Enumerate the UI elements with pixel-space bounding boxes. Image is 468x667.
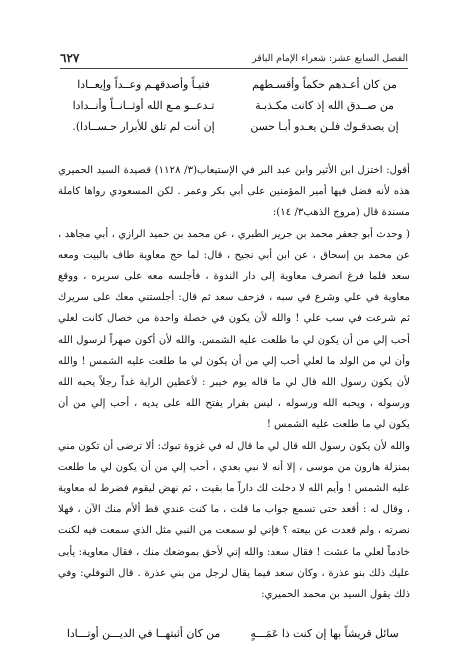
verse-second-hemistich: تـدعــو مـع الله أوثــانــاً وأنــدادا bbox=[72, 99, 215, 112]
header-divider bbox=[60, 68, 408, 69]
verse-line bbox=[60, 116, 408, 137]
verse-first-hemistich: سائل قريشاً بها إن كنت ذا عَمَـــهٍ bbox=[250, 627, 399, 640]
paragraph: والله لأن يكون رسول الله قال لي ما قال له في غزوة تبوك: ألا ترضى أن تكون مني بمنزلة هارون من موسى ، إلا أنه لا نبي بعدي ، أحب إلي من أن يكون لي ما طلعت عليه الشمس ! وأيم الله لا دخلت لك داراً ما بقيت ، ثم نهض ليقوم فضرط له معاوية ، وقال له : أقعد حتى تسمع جواب ما قلت ، ما كنت عندي قط ألأم منك الآن ، فهلا نصرته ، ولم قعدت عن بيعته ؟ فإني لو سمعت من النبي مثل الذي سمعت فيه لكنت خادماً لعلي ما عشت ! فقال سعد: والله إني لأحق بموضعك منك ، فقال معاوية: يأبى عليك ذلك بنو عذرة ، وكان سعد فيما يقال لرجل من بني عذرة . قال النوفلي: وفي ذلك يقول السيد بن محمد الحميري: bbox=[58, 440, 410, 601]
chapter-title: الفصل السابع عشر: شعراء الإمام الباقر bbox=[252, 52, 408, 64]
verse-second-hemistich: من كان أثبتهــا في الديـــن أوتـــادا bbox=[66, 627, 221, 640]
body-text bbox=[58, 160, 410, 605]
paragraph: أقول: اختزل ابن الأثير وابن عبد البر في الإستيعاب(٣/ ١١٢٨) قصيدة السيد الحميري هذه لأنه فضل فيها أمير المؤمنين على أبي بكر وعمر . لكن المسعودي رواها كاملة مسندة قال (مروج الذهب٣/ ١٤): bbox=[58, 165, 411, 219]
verse-second-hemistich: فتيـاً وأصدقهـم وعــداً وإيعــادا bbox=[77, 78, 210, 91]
poem-verses bbox=[60, 74, 408, 137]
verse-line bbox=[60, 74, 408, 95]
paragraph: ( وحدث أبو جعفر محمد بن جرير الطبري ، عن محمد بن حميد الرازي ، أبي مجاهد ، عن محمد بن إسحاق ، عن ابن أبي نجيح ، قال: لما حج معاوية طاف بالبيت ومعه سعد فلما فرغ انصرف معاوية إلى دار الندوة ، فأجلسه معه على سريره ، ووقع معاوية في علي وشرع في سبه ، فزحف سعد ثم قال: أجلستني معك على سريرك ثم شرعت في سب علي ! والله لأن يكون في خصلة واحدة من خصال كانت لعلي أحب إلي من أن يكون لي ما طلعت عليه الشمس. والله لأن أكون صهراً لرسول الله وأن لي من الولد ما لعلي أحب إلي من أن يكون لي ما طلعت عليه الشمس ! والله لأن يكون رسول الله قال لي ما قاله يوم خيبر : لأعطين الراية غداً رجلاً يحبه الله ورسوله ، ويحبه الله ورسوله ، ليس بفرار يفتح الله على يديه ، أحب إلي من أن يكون لي ما طلعت عليه الشمس ! bbox=[58, 228, 410, 431]
verse-first-hemistich: من صــدق الله إذ كانت مكـذبـة bbox=[255, 99, 394, 112]
page-header bbox=[60, 50, 408, 66]
verse-line bbox=[60, 95, 408, 116]
verse-first-hemistich: إن يصدقـوك فلـن يعـدو أبـا حسن bbox=[250, 120, 399, 133]
verse-first-hemistich: من كان أعـدهم حكماً وأقسـطهم bbox=[252, 78, 397, 91]
closing-verse bbox=[60, 627, 408, 640]
verse-second-hemistich: إن أنت لم تلق للأبرار حـســادا). bbox=[72, 120, 215, 133]
page-number: ٦٢٧ bbox=[60, 51, 80, 65]
